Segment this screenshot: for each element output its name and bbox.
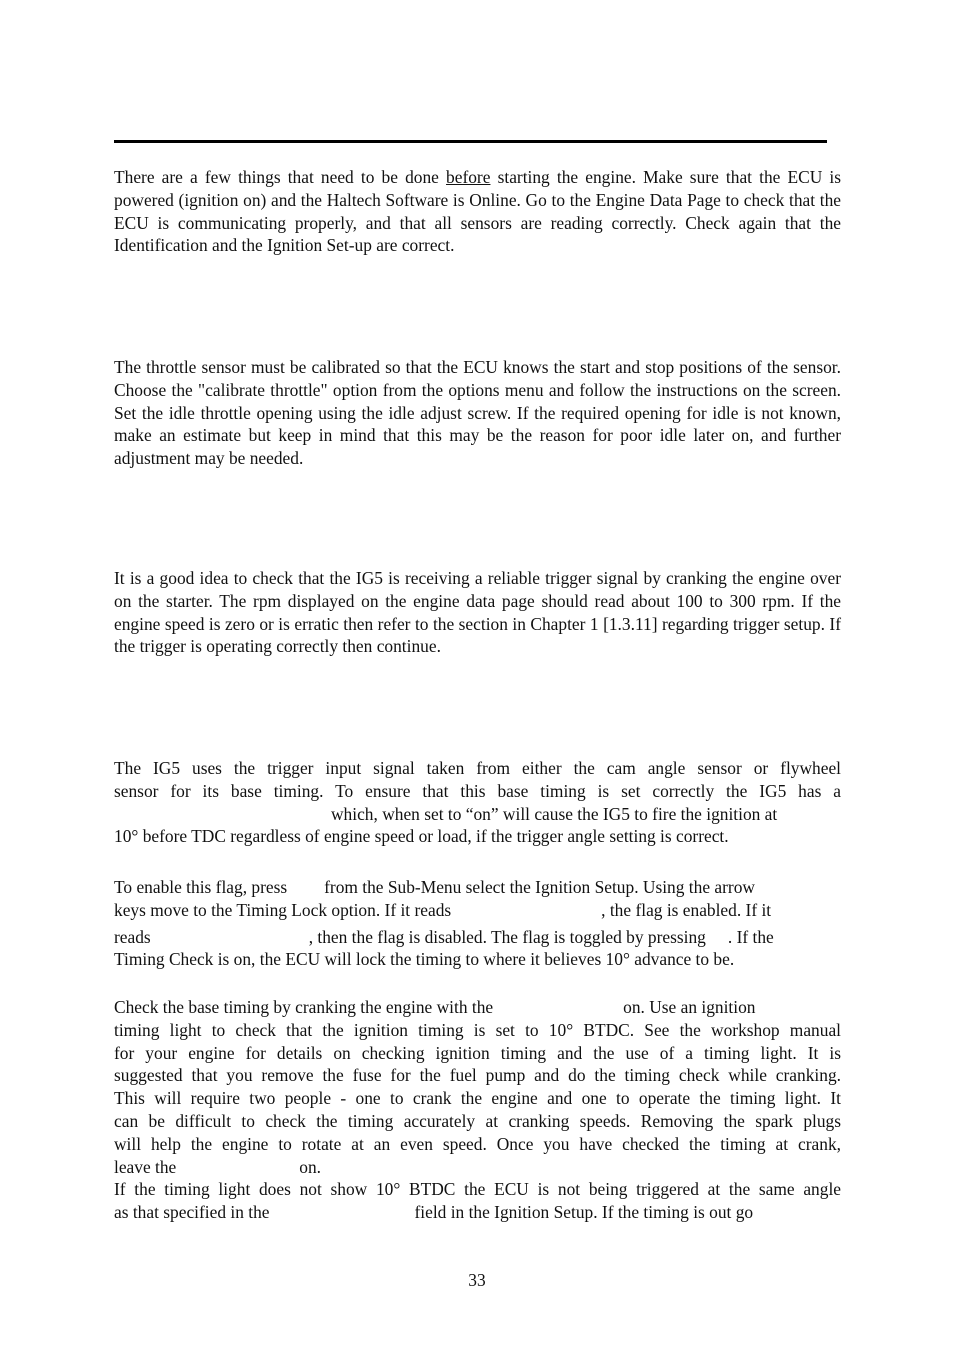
p7-line-2-b: field in the Ignition Setup. If the timing is out go — [414, 1201, 754, 1222]
p6-line-6: can be difficult to check the timing accurately at cranking speeds. Removing the spark plugs — [114, 1110, 841, 1131]
p6-line-1 — [114, 996, 841, 1019]
p5-line-4: Timing Check is on, the ECU will lock the timing to where it believes 10° advance to be. — [114, 949, 735, 970]
p6-line-7: will help the engine to rotate at an even speed. Once you have checked the timing at crank, — [114, 1133, 841, 1154]
p5-line-2-a: keys move to the Timing Lock option. If it reads — [114, 899, 452, 920]
p1-text-c: starting the engine. Make sure that the ECU is powered (ignition on) and the Haltech Software is Online. Go to the Engine Data Page to check that the ECU is communicating properly, and that all sensors are reading correctly. Check again that the Identification and the Ignition Set-up are correct. — [114, 167, 841, 256]
p5-line-1-b: from the Sub-Menu select the Ignition Setup. Using the arrow — [324, 877, 755, 897]
p4-line-1: The IG5 uses the trigger input signal taken from either the cam angle sensor or flywheel — [114, 758, 841, 778]
p5-line-3 — [114, 926, 841, 949]
p6-line-1-b: on. Use an ignition — [623, 997, 756, 1017]
p4-line-2: sensor for its base timing. To ensure that this base timing is set correctly the IG5 has a — [114, 780, 841, 801]
page-number: 33 — [468, 1270, 486, 1290]
p5-line-1-a: To enable this flag, press — [114, 877, 288, 897]
p4-line-3-text: which, when set to “on” will cause the IG5 to fire the ignition at — [331, 803, 778, 824]
p6-line-1-a: Check the base timing by cranking the engine with the — [114, 997, 494, 1017]
paragraph-before-starting — [114, 166, 841, 257]
paragraph-check-base-timing — [114, 996, 841, 1178]
p6-line-8-b: on. — [299, 1156, 322, 1177]
p6-line-3: for your engine for details on checking ignition timing and the use of a timing light. It is — [114, 1042, 841, 1063]
p1-text-a: There are a few things that need to be done — [114, 167, 439, 187]
p6-line-5: This will require two people - one to crank the engine and one to operate the timing light. It — [114, 1088, 841, 1109]
p5-line-1 — [114, 876, 841, 899]
p6-line-2: timing light to check that the ignition timing is set to 10° BTDC. See the workshop manual — [114, 1019, 841, 1040]
p5-line-3-b: , then the flag is disabled. The flag is toggled by pressing — [308, 926, 706, 947]
p1-underlined-before: before — [446, 167, 491, 187]
p5-line-3-c: . If the — [727, 926, 774, 947]
paragraph-base-timing — [114, 757, 841, 848]
paragraph-throttle-calibration: The throttle sensor must be calibrated so that the ECU knows the start and stop positions of the sensor. Choose the "calibrate throttle" option from the options menu and follow the instructions on the screen. Set the idle throttle opening using the idle adjust screw. If the required opening for idle is not known, make an estimate but keep in mind that this may be the reason for poor idle later on, and further adjustment may be needed. — [114, 357, 841, 469]
p6-line-8 — [114, 1156, 841, 1179]
paragraph-timing-light — [114, 1178, 841, 1224]
p5-line-2-b: , the flag is enabled. If it — [601, 899, 772, 920]
paragraph-trigger-check: It is a good idea to check that the IG5 is receiving a reliable trigger signal by cranking the engine over on the starter. The rpm displayed on the engine data page should read about 100 to 300 rpm. If the engine speed is zero or is erratic then refer to the section in Chapter 1 [1.3.11] regarding trigger setup. If the trigger is operating correctly then continue. — [114, 568, 841, 657]
p6-line-4: suggested that you remove the fuse for the fuel pump and do the timing check while cranking. — [114, 1065, 841, 1086]
p7-line-1: If the timing light does not show 10° BTDC the ECU is not being triggered at the same angle — [114, 1179, 841, 1199]
section-rule — [114, 140, 827, 143]
p5-line-2 — [114, 899, 841, 922]
p7-line-2-a: as that specified in the — [114, 1201, 270, 1222]
p6-line-8-a: leave the — [114, 1156, 177, 1177]
p5-line-3-a: reads — [114, 926, 151, 947]
p7-line-2 — [114, 1201, 841, 1224]
paragraph-enable-flag — [114, 876, 841, 971]
p4-line-3 — [114, 803, 841, 826]
p4-line-4: 10° before TDC regardless of engine speed or load, if the trigger angle setting is correct. — [114, 826, 729, 847]
